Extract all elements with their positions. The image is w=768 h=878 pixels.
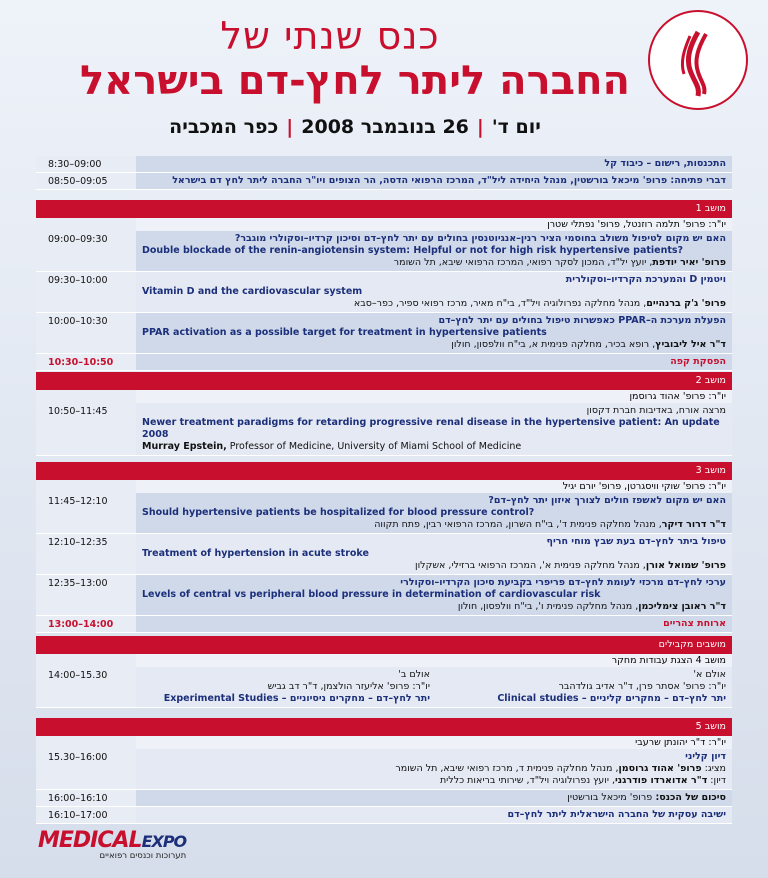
parallel-row bbox=[36, 667, 732, 708]
hall-b-label: אולם ב' bbox=[398, 669, 430, 680]
talk-title-en: PPAR activation as a possible target for treatment in hypertensive patients bbox=[142, 327, 547, 338]
parallel-halls bbox=[136, 667, 732, 707]
break: הפסקת קפה bbox=[136, 354, 732, 370]
brand-expo: EXPO bbox=[141, 832, 187, 851]
talk-title-he: האם יש מקום לטיפול משולב בחוסמי הציר רנין–אנגיוטנסין בחולים עם יתר לחץ–דם וסיכון קרדיו–וסקולרי מוגבר? bbox=[234, 233, 726, 244]
affiliation: , מנהל מחלקה נפרולוגיה ויל"ד, בי"ח מאיר, מרכז רפואי ספיר, כפר–סבא bbox=[353, 298, 647, 309]
speaker: ד"ר איל ליבוביץ bbox=[655, 339, 726, 350]
affiliation: , יועץ יל"ד, המכון לסקר רפואי, המרכז הרפואי שיבא, תל השומר bbox=[393, 257, 653, 268]
talk-title-en: Newer treatment paradigms for retarding progressive renal disease in the hypertensive patient: An update 2008 bbox=[142, 417, 720, 440]
affiliation: , מנהל מחלקה פנימית ו', בי"ח וולפסון, חולון bbox=[457, 601, 639, 612]
speaker: Murray Epstein, bbox=[142, 441, 227, 452]
time: 10:00–10:30 bbox=[36, 313, 136, 353]
talk-row bbox=[36, 534, 732, 575]
date: 26 בנובמבר 2008 bbox=[301, 116, 469, 138]
session-5 bbox=[36, 718, 732, 824]
speaker: ד"ר ראובן צימליכמן bbox=[638, 601, 726, 612]
time: 09:00–09:30 bbox=[36, 231, 136, 271]
time: 09:30–10:00 bbox=[36, 272, 136, 312]
time: 16:00–16:10 bbox=[36, 790, 136, 806]
talk-title-he: הפעלת מערכת ה–PPAR כאפשרות טיפול בחולים עם יתר לחץ–דם bbox=[438, 315, 726, 326]
talk-title-he: האם יש מקום לאשפז חולים לצורך איזון יתר לחץ–דם? bbox=[488, 495, 726, 506]
speaker: ד"ר דרור דיקר bbox=[661, 519, 726, 530]
talk-title-en: Levels of central vs peripheral blood pressure in determination of cardiovascular risk bbox=[142, 589, 601, 600]
affiliation: , מנהל מחלקה פנימית ד', בי"ח השרון, המרכז הרפואי רבין, פתח תקווה bbox=[374, 519, 662, 530]
time: 11:45–12:10 bbox=[36, 493, 136, 533]
affiliation: , מנהל מחלקה פנימית א', המרכז הרפואי ברזילי, אשקלון bbox=[415, 560, 646, 571]
footer-logo bbox=[38, 828, 186, 861]
talk-title-en: Double blockade of the renin-angiotensin system: Helpful or not for high risk hypertensive patients? bbox=[142, 245, 684, 256]
time: 16:10–17:00 bbox=[36, 807, 136, 823]
talk bbox=[136, 493, 732, 533]
opening-text: התכנסות, רישום – כיבוד קל bbox=[136, 156, 732, 172]
time: 14:00–15.30 bbox=[36, 667, 136, 707]
speaker: פרופ' יאיר יודפת bbox=[652, 257, 726, 268]
talk-row bbox=[36, 272, 732, 313]
break-row bbox=[36, 616, 732, 633]
time: 10:30–10:50 bbox=[36, 354, 136, 370]
talk-title-he: ערכי לחץ–דם מרכזי לעומת לחץ–דם פריפרי בקביעת סיכון הקרדיו–וסקולרי bbox=[400, 577, 726, 588]
session-chairs: יו"ר: פרופ' שוקי וויסגרטן, פרופ' יורם יגיל bbox=[36, 480, 732, 493]
panel-title: דיון קליני bbox=[685, 751, 726, 762]
session-title: מושבים מקבילים bbox=[36, 636, 732, 654]
session-title: מושב 2 bbox=[36, 372, 732, 390]
place: כפר המכביה bbox=[169, 116, 279, 138]
talk-title-en: Treatment of hypertension in acute stroke bbox=[142, 548, 369, 559]
session-subtitle: מושב 4 הצגת עבודות מחקר bbox=[36, 654, 732, 667]
talk bbox=[136, 534, 732, 574]
brand: MEDICAL bbox=[38, 828, 142, 853]
opening-row bbox=[36, 156, 732, 173]
session-2 bbox=[36, 372, 732, 456]
title-main: החברה ליתר לחץ-דם בישראל bbox=[79, 58, 631, 104]
opening-text: דברי פתיחה: פרופ' מיכאל בורשטין, מנהל היחידה ליל"ד, המרכז הרפואי הדסה, הר הצופים ויו"ר החברה ליתר לחץ דם בישראל bbox=[136, 173, 732, 189]
session-3 bbox=[36, 462, 732, 633]
day: יום ד' bbox=[491, 116, 541, 138]
session-chairs: יו"ר: ד"ר יהונתן שרעבי bbox=[36, 736, 732, 749]
talk-row bbox=[36, 493, 732, 534]
meeting-row bbox=[36, 807, 732, 824]
hall-b-topic: יתר לחץ–דם – מחקרים ניסיוניים – Experimental Studies bbox=[163, 693, 430, 704]
session-1 bbox=[36, 200, 732, 371]
tagline: תערוכות וכנסים רפואיים bbox=[99, 851, 187, 861]
opening-row bbox=[36, 173, 732, 190]
affiliation: , רופא בכיר, מחלקה פנימית א, בי"ח וולפסון, חולון bbox=[451, 339, 656, 350]
talk-row bbox=[36, 313, 732, 354]
speaker: פרופ' שמואל אורן bbox=[645, 560, 726, 571]
time: 08:50–09:05 bbox=[36, 173, 136, 189]
time: 12:35–13:00 bbox=[36, 575, 136, 615]
session-4 bbox=[36, 636, 732, 708]
discussant: ד"ר אדוארדו פודרגני bbox=[615, 775, 708, 786]
hall-a bbox=[438, 669, 726, 705]
affiliation: Professor of Medicine, University of Miami School of Medicine bbox=[226, 441, 522, 452]
hall-a-label: אולם א' bbox=[693, 669, 726, 680]
time: 8:30–09:00 bbox=[36, 156, 136, 172]
talk bbox=[136, 575, 732, 615]
summary: סיכום של הכנס: פרופ' מיכאל בורשטין bbox=[136, 790, 732, 806]
session-title: מושב 3 bbox=[36, 462, 732, 480]
hall-b bbox=[142, 669, 430, 705]
panel-row bbox=[36, 749, 732, 790]
talk-row bbox=[36, 575, 732, 616]
title-top: כנס שנתי של bbox=[220, 14, 440, 58]
talk bbox=[136, 313, 732, 353]
talk-title-en: Vitamin D and the cardiovascular system bbox=[142, 286, 363, 297]
guest-note: מרצה אורח, באדיבות חברת דקסון bbox=[586, 405, 726, 416]
talk-title-he: ויטמין D והמערכת הקרדיו–וסקולרית bbox=[565, 274, 726, 285]
talk bbox=[136, 403, 732, 455]
talk-row bbox=[36, 403, 732, 456]
break: ארוחת צהריים bbox=[136, 616, 732, 632]
session-title: מושב 5 bbox=[36, 718, 732, 736]
session-chairs: יו"ר: פרופ' תלמה רוזנטל, פרופ' נפתלי שטרן bbox=[36, 218, 732, 231]
talk bbox=[136, 231, 732, 271]
hall-a-chairs: יו"ר: פרופ' אסתר פרן, ד"ר אדיב גולדהבר bbox=[558, 681, 726, 692]
time: 12:10–12:35 bbox=[36, 534, 136, 574]
talk-row bbox=[36, 231, 732, 272]
session-chairs: יו"ר: פרופ' אהוד גרוסמן bbox=[36, 390, 732, 403]
hall-a-topic: יתר לחץ–דם – מחקרים קליניים – Clinical studies bbox=[497, 693, 726, 704]
panel: דיון קליני מציג: פרופ' אהוד גרוסמן, מנהל מחלקה פנימית ד, מרכז רפואי שיבא, תל השומר דיון: ד"ר אדוארדו פודרגני, יועץ נפרולוגיה ויל"ד, שירותי בריאות כללית bbox=[136, 749, 732, 789]
talk-title-he: טיפול ביתר לחץ–דם בעת שבץ מוחי חריף bbox=[546, 536, 726, 547]
summary-row bbox=[36, 790, 732, 807]
presenter: פרופ' אהוד גרוסמן bbox=[618, 763, 702, 774]
date-line: יום ד'|26 בנובמבר 2008|כפר המכביה bbox=[169, 116, 541, 138]
hall-b-chairs: יו"ר: פרופ' אליעזר הולצמן, ד"ר דב גביש bbox=[267, 681, 430, 692]
talk bbox=[136, 272, 732, 312]
speaker: פרופ' ג'ק ברנהיים bbox=[646, 298, 726, 309]
meeting: ישיבה עסקית של החברה הישראלית ליתר לחץ–דם bbox=[136, 807, 732, 823]
time: 13:00–14:00 bbox=[36, 616, 136, 632]
talk-title-en: Should hypertensive patients be hospitalized for blood pressure control? bbox=[142, 507, 535, 518]
time: 15.30–16:00 bbox=[36, 749, 136, 789]
opening-block bbox=[36, 156, 732, 190]
break-row bbox=[36, 354, 732, 371]
session-title: מושב 1 bbox=[36, 200, 732, 218]
time: 10:50–11:45 bbox=[36, 403, 136, 455]
